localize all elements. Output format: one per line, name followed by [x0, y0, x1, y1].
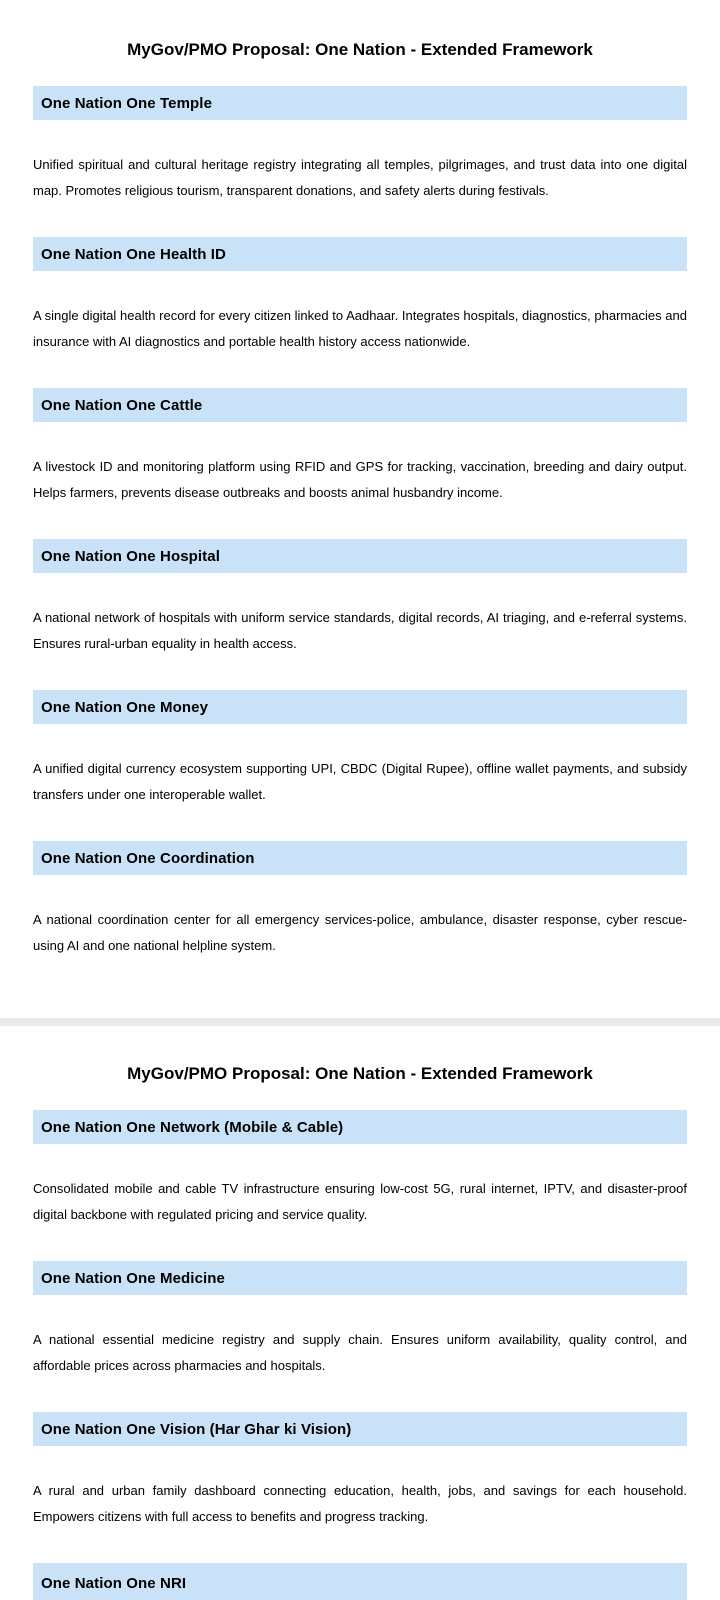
section-header [33, 86, 687, 120]
section-header [33, 388, 687, 422]
section-description: A national coordination center for all emergency services-police, ambulance, disaster response, cyber rescue-using AI and one national helpline system. [33, 912, 687, 953]
section-header [33, 1261, 687, 1295]
section-heading: One Nation One Hospital [41, 547, 220, 565]
section-heading: One Nation One Cattle [41, 396, 203, 414]
section-network [33, 1110, 687, 1228]
section-heading: One Nation One Health ID [41, 245, 226, 263]
section-heading: One Nation One Temple [41, 94, 213, 112]
section-temple [33, 86, 687, 204]
section-cattle [33, 388, 687, 506]
section-description: Consolidated mobile and cable TV infrastructure ensuring low-cost 5G, rural internet, IPTV, and disaster-proof digital backbone with regulated pricing and service quality. [33, 1181, 687, 1222]
section-heading: One Nation One Coordination [41, 849, 255, 867]
section-header [33, 841, 687, 875]
section-heading: One Nation One NRI [41, 1574, 187, 1592]
section-header [33, 237, 687, 271]
section-hospital [33, 539, 687, 657]
section-description: A rural and urban family dashboard connecting education, health, jobs, and savings for each household. Empowers citizens with full access to benefits and progress tracking. [33, 1483, 687, 1524]
section-header [33, 1563, 687, 1600]
document-title: MyGov/PMO Proposal: One Nation - Extended Framework [127, 40, 593, 59]
section-header [33, 539, 687, 573]
section-heading: One Nation One Vision (Har Ghar ki Vision) [41, 1420, 352, 1438]
section-description: A national network of hospitals with uniform service standards, digital records, AI triaging, and e-referral systems. Ensures rural-urban equality in health access. [33, 610, 687, 651]
section-coordination [33, 841, 687, 959]
page-2 [0, 1026, 720, 1600]
section-heading: One Nation One Network (Mobile & Cable) [41, 1118, 344, 1136]
section-description: A single digital health record for every citizen linked to Aadhaar. Integrates hospitals, diagnostics, pharmacies and insurance with AI diagnostics and portable health history access nationwide. [33, 308, 687, 349]
section-vision [33, 1412, 687, 1530]
section-heading: One Nation One Medicine [41, 1269, 225, 1287]
section-header [33, 1412, 687, 1446]
section-nri [33, 1563, 687, 1600]
section-description: A unified digital currency ecosystem supporting UPI, CBDC (Digital Rupee), offline wallet payments, and subsidy transfers under one interoperable wallet. [33, 761, 687, 802]
section-heading: One Nation One Money [41, 698, 209, 716]
section-money [33, 690, 687, 808]
section-description: A livestock ID and monitoring platform using RFID and GPS for tracking, vaccination, breeding and dairy output. Helps farmers, prevents disease outbreaks and boosts animal husbandry income. [33, 459, 687, 500]
section-health-id [33, 237, 687, 355]
section-description: Unified spiritual and cultural heritage registry integrating all temples, pilgrimages, and trust data into one digital map. Promotes religious tourism, transparent donations, and safety alerts during festivals. [33, 157, 687, 198]
page-break-divider [0, 1018, 720, 1026]
section-header [33, 1110, 687, 1144]
section-medicine [33, 1261, 687, 1379]
section-header [33, 690, 687, 724]
document-title: MyGov/PMO Proposal: One Nation - Extended Framework [127, 1064, 593, 1083]
section-description: A national essential medicine registry and supply chain. Ensures uniform availability, quality control, and affordable prices across pharmacies and hospitals. [33, 1332, 687, 1373]
